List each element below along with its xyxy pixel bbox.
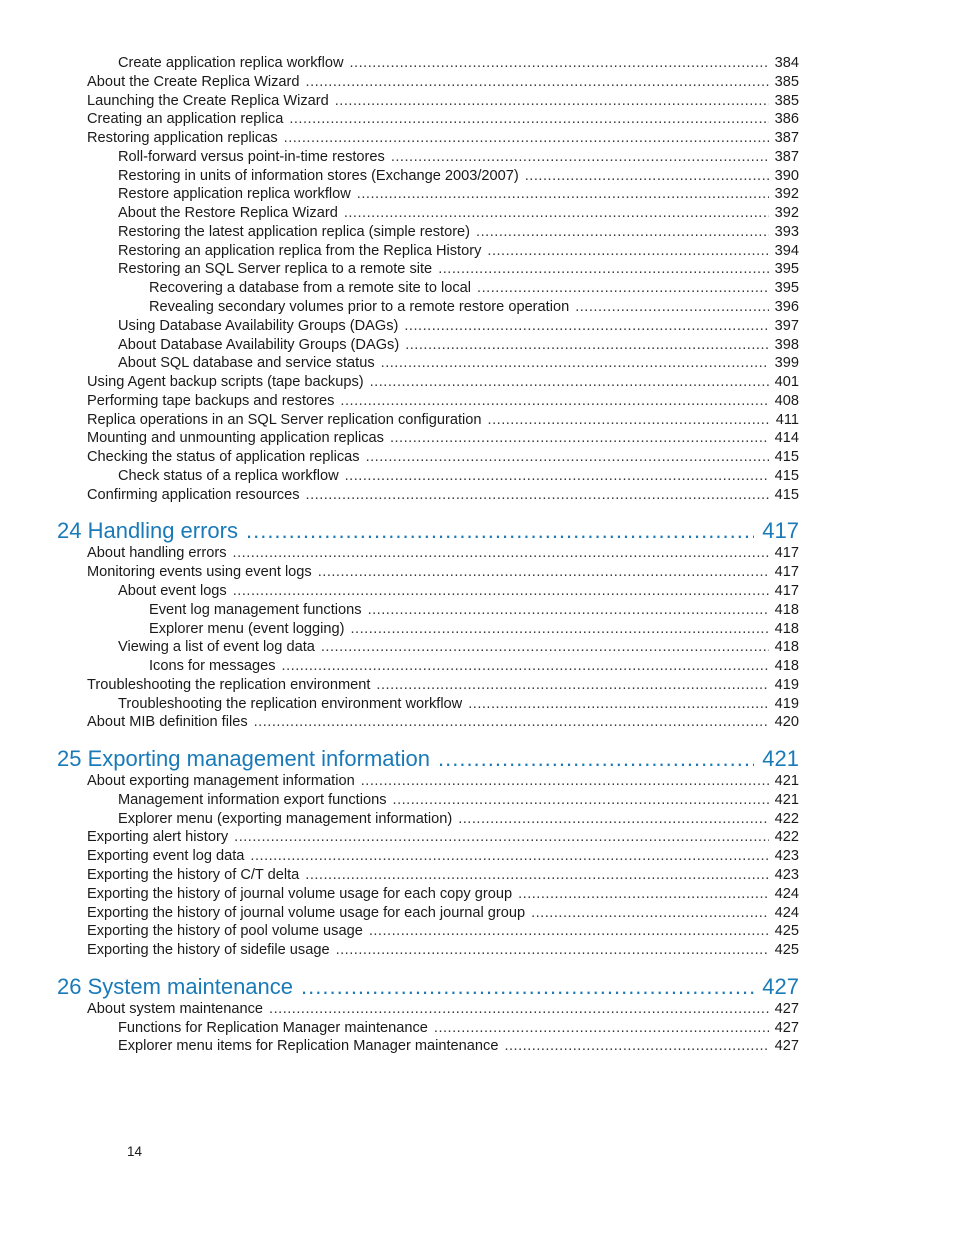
toc-chapter-heading[interactable] bbox=[57, 516, 799, 546]
toc-entry-title: Explorer menu (exporting management information) bbox=[118, 810, 453, 827]
toc-entry[interactable] bbox=[87, 448, 799, 467]
toc-entry[interactable] bbox=[87, 922, 799, 941]
toc-entry-title: 24 Handling errors bbox=[57, 518, 238, 544]
toc-entry[interactable] bbox=[87, 941, 799, 960]
toc-entry-title: Exporting the history of sidefile usage bbox=[87, 942, 330, 959]
dot-leader bbox=[340, 392, 768, 411]
dot-leader bbox=[305, 866, 768, 885]
toc-entry-title: Icons for messages bbox=[149, 658, 276, 675]
toc-entry-title: 26 System maintenance bbox=[57, 973, 294, 999]
toc-entry[interactable] bbox=[87, 904, 799, 923]
toc-page-number: 395 bbox=[774, 261, 799, 278]
toc-entry[interactable] bbox=[87, 392, 799, 411]
toc-entry[interactable] bbox=[118, 336, 799, 355]
dot-leader bbox=[393, 791, 769, 810]
toc-page-number: 384 bbox=[774, 55, 799, 71]
dot-leader bbox=[233, 544, 769, 563]
dot-leader bbox=[487, 242, 768, 261]
toc-entry-title: Create application replica workflow bbox=[118, 55, 344, 71]
toc-entry-title: Troubleshooting the replication environment workflow bbox=[118, 695, 463, 712]
toc-entry[interactable] bbox=[87, 772, 799, 791]
toc-entry-title: Restoring the latest application replica (simple restore) bbox=[118, 223, 471, 240]
toc-page-number: 421 bbox=[774, 791, 799, 808]
toc-page-number: 427 bbox=[774, 1019, 799, 1036]
toc-entry-title: Viewing a list of event log data bbox=[118, 639, 315, 656]
dot-leader bbox=[476, 223, 769, 242]
toc-entry[interactable] bbox=[118, 638, 799, 657]
dot-leader bbox=[391, 148, 769, 167]
dot-leader bbox=[301, 972, 754, 1002]
toc-entry[interactable] bbox=[118, 1019, 799, 1038]
toc-page-number: 423 bbox=[774, 848, 799, 865]
toc-page-number: 424 bbox=[774, 885, 799, 902]
toc-entry[interactable] bbox=[87, 110, 799, 129]
dot-leader bbox=[468, 695, 768, 714]
toc-entry-title: Exporting the history of journal volume usage for each copy group bbox=[87, 885, 513, 902]
dot-leader bbox=[405, 336, 768, 355]
toc-entry-title: Exporting the history of pool volume usage bbox=[87, 923, 363, 940]
toc-entry-title: 25 Exporting management information bbox=[57, 746, 430, 772]
dot-leader bbox=[351, 620, 769, 639]
toc-entry-title: Mounting and unmounting application replicas bbox=[87, 430, 384, 447]
toc-entry-title: Recovering a database from a remote site to local bbox=[149, 280, 472, 297]
toc-entry-title: Monitoring events using event logs bbox=[87, 564, 312, 581]
dot-leader bbox=[434, 1019, 769, 1038]
toc-entry[interactable] bbox=[87, 429, 799, 448]
dot-leader bbox=[246, 516, 754, 546]
toc-entry-title: Check status of a replica workflow bbox=[118, 467, 339, 484]
toc-entry[interactable] bbox=[118, 695, 799, 714]
dot-leader bbox=[575, 298, 768, 317]
toc-entry-title: Troubleshooting the replication environment bbox=[87, 676, 371, 693]
toc-page-number: 387 bbox=[774, 130, 799, 147]
toc-entry-title: Confirming application resources bbox=[87, 486, 300, 503]
dot-leader bbox=[504, 1037, 768, 1056]
dot-leader bbox=[438, 744, 754, 774]
toc-entry[interactable] bbox=[118, 223, 799, 242]
toc-page-number: 393 bbox=[774, 223, 799, 240]
toc-page-number: 417 bbox=[774, 564, 799, 581]
toc-page-number: 418 bbox=[774, 601, 799, 618]
dot-leader bbox=[488, 411, 770, 430]
toc-page-number: 415 bbox=[774, 486, 799, 503]
toc-page-number: 387 bbox=[774, 148, 799, 165]
dot-leader bbox=[361, 772, 769, 791]
toc-entry-title: Event log management functions bbox=[149, 601, 362, 618]
toc-entry[interactable] bbox=[87, 828, 799, 847]
toc-page-number: 421 bbox=[762, 746, 799, 772]
toc-entry-title: About the Restore Replica Wizard bbox=[118, 205, 338, 222]
toc-entry[interactable] bbox=[118, 260, 799, 279]
toc-page-number: 417 bbox=[774, 583, 799, 600]
toc-page-number: 411 bbox=[775, 411, 799, 428]
toc-entry-title: About SQL database and service status bbox=[118, 355, 375, 372]
toc-entry-title: About event logs bbox=[118, 583, 227, 600]
dot-leader bbox=[336, 941, 769, 960]
toc-entry-title: Using Agent backup scripts (tape backups) bbox=[87, 374, 364, 391]
toc-page-number: 419 bbox=[774, 695, 799, 712]
toc-entry-title: Restoring in units of information stores (Exchange 2003/2007) bbox=[118, 167, 519, 184]
toc-page-number: 417 bbox=[774, 545, 799, 562]
toc-page-number: 419 bbox=[774, 676, 799, 693]
page-number: 14 bbox=[127, 1144, 143, 1159]
toc-entry[interactable] bbox=[149, 279, 799, 298]
toc-page-number: 421 bbox=[774, 773, 799, 790]
toc-page-number: 390 bbox=[774, 167, 799, 184]
toc-page-number: 394 bbox=[774, 242, 799, 259]
toc-entry-title: Explorer menu (event logging) bbox=[149, 620, 345, 637]
dot-leader bbox=[344, 204, 769, 223]
toc-entry[interactable] bbox=[149, 620, 799, 639]
dot-leader bbox=[381, 354, 769, 373]
toc-entry[interactable] bbox=[87, 563, 799, 582]
dot-leader bbox=[370, 373, 769, 392]
toc-entry[interactable] bbox=[118, 810, 799, 829]
toc-page-number: 427 bbox=[762, 973, 799, 999]
toc-page-number: 418 bbox=[774, 639, 799, 656]
dot-leader bbox=[269, 1000, 769, 1019]
dot-leader bbox=[306, 73, 769, 92]
dot-leader bbox=[390, 429, 769, 448]
toc-entry[interactable] bbox=[118, 582, 799, 601]
toc-entry[interactable] bbox=[87, 486, 799, 505]
dot-leader bbox=[318, 563, 769, 582]
dot-leader bbox=[404, 317, 768, 336]
toc-entry[interactable] bbox=[149, 601, 799, 620]
toc-chapter-heading[interactable] bbox=[57, 972, 799, 1002]
toc-page-number: 392 bbox=[774, 186, 799, 203]
toc-entry[interactable] bbox=[87, 847, 799, 866]
toc-entry-title: Explorer menu items for Replication Manager maintenance bbox=[118, 1038, 499, 1055]
toc-entry-title: Creating an application replica bbox=[87, 111, 284, 128]
toc-page-number: 425 bbox=[774, 942, 799, 959]
dot-leader bbox=[321, 638, 769, 657]
toc-entry-title: Exporting alert history bbox=[87, 829, 229, 846]
toc-page-number: 414 bbox=[774, 430, 799, 447]
toc-entry[interactable] bbox=[87, 676, 799, 695]
toc-page-number: 408 bbox=[774, 392, 799, 409]
toc-entry-title: About system maintenance bbox=[87, 1000, 264, 1017]
toc-page-number: 396 bbox=[774, 299, 799, 315]
dot-leader bbox=[306, 486, 769, 505]
toc-entry-title: Management information export functions bbox=[118, 791, 387, 808]
dot-leader bbox=[531, 904, 769, 923]
toc-page-number: 418 bbox=[774, 620, 799, 637]
dot-leader bbox=[369, 922, 769, 941]
dot-leader bbox=[518, 885, 769, 904]
toc-entry[interactable] bbox=[149, 657, 799, 676]
toc-entry[interactable] bbox=[118, 204, 799, 223]
toc-page-number: 398 bbox=[774, 336, 799, 353]
toc-entry-title: Restoring an SQL Server replica to a remote site bbox=[118, 261, 433, 278]
toc-entry-title: Functions for Replication Manager maintenance bbox=[118, 1019, 428, 1036]
dot-leader bbox=[477, 279, 769, 298]
toc-page-number: 395 bbox=[774, 280, 799, 297]
toc-entry[interactable] bbox=[87, 866, 799, 885]
dot-leader bbox=[368, 601, 769, 620]
dot-leader bbox=[366, 448, 769, 467]
toc-entry[interactable] bbox=[118, 185, 799, 204]
toc-entry-title: Restoring application replicas bbox=[87, 130, 278, 147]
toc-entry-title: Checking the status of application replicas bbox=[87, 449, 360, 466]
toc-chapter-heading[interactable] bbox=[57, 744, 799, 774]
toc-entry-title: About Database Availability Groups (DAGs) bbox=[118, 336, 400, 353]
toc-entry[interactable] bbox=[87, 544, 799, 563]
toc-entry-title: Performing tape backups and restores bbox=[87, 392, 335, 409]
toc-entry-title: Revealing secondary volumes prior to a remote restore operation bbox=[149, 299, 570, 315]
toc-entry[interactable] bbox=[118, 54, 799, 73]
toc-page-number: 385 bbox=[774, 73, 799, 90]
toc-page-number: 392 bbox=[774, 205, 799, 222]
toc-entry-title: Exporting the history of journal volume usage for each journal group bbox=[87, 904, 526, 921]
toc-entry[interactable] bbox=[118, 167, 799, 186]
dot-leader bbox=[345, 467, 769, 486]
toc-page-number: 386 bbox=[774, 111, 799, 128]
toc-page-number: 420 bbox=[774, 714, 799, 731]
dot-leader bbox=[438, 260, 768, 279]
toc-entry[interactable] bbox=[87, 411, 799, 430]
toc-page-number: 399 bbox=[774, 355, 799, 372]
toc-entry-title: About handling errors bbox=[87, 545, 227, 562]
toc-page-number: 397 bbox=[774, 317, 799, 334]
toc-page-number: 427 bbox=[774, 1038, 799, 1055]
toc-entry[interactable] bbox=[118, 467, 799, 486]
toc-entry[interactable] bbox=[118, 242, 799, 261]
toc-entry[interactable] bbox=[118, 148, 799, 167]
dot-leader bbox=[357, 185, 769, 204]
toc-entry[interactable] bbox=[149, 298, 799, 317]
toc-entry[interactable] bbox=[87, 713, 799, 732]
dot-leader bbox=[282, 657, 769, 676]
toc-entry-title: Roll-forward versus point-in-time restores bbox=[118, 148, 385, 165]
toc-entry[interactable] bbox=[118, 317, 799, 336]
toc-entry-title: Restoring an application replica from the Replica History bbox=[118, 242, 482, 259]
toc-page-number: 422 bbox=[774, 829, 799, 846]
toc-entry[interactable] bbox=[118, 791, 799, 810]
toc-page-number: 415 bbox=[774, 467, 799, 484]
dot-leader bbox=[350, 54, 769, 73]
toc-entry-title: Using Database Availability Groups (DAGs) bbox=[118, 317, 399, 334]
toc-page-number: 427 bbox=[774, 1000, 799, 1017]
toc-page-number: 385 bbox=[774, 92, 799, 109]
toc-entry[interactable] bbox=[87, 92, 799, 111]
toc-entry-title: Exporting event log data bbox=[87, 848, 245, 865]
toc-entry-title: Exporting the history of C/T delta bbox=[87, 867, 300, 884]
toc-entry-title: About MIB definition files bbox=[87, 714, 248, 731]
toc-entry-title: About the Create Replica Wizard bbox=[87, 73, 300, 90]
toc-entry[interactable] bbox=[87, 885, 799, 904]
dot-leader bbox=[458, 810, 768, 829]
toc-entry[interactable] bbox=[87, 129, 799, 148]
toc-entry[interactable] bbox=[87, 73, 799, 92]
toc-entry[interactable] bbox=[87, 1000, 799, 1019]
dot-leader bbox=[233, 582, 769, 601]
toc-entry-title: Restore application replica workflow bbox=[118, 186, 351, 203]
toc-entry[interactable] bbox=[118, 354, 799, 373]
dot-leader bbox=[376, 676, 768, 695]
dot-leader bbox=[250, 847, 768, 866]
toc-entry[interactable] bbox=[118, 1037, 799, 1056]
toc-page-number: 418 bbox=[774, 658, 799, 675]
toc-entry[interactable] bbox=[87, 373, 799, 392]
dot-leader bbox=[254, 713, 769, 732]
toc-page-number: 422 bbox=[774, 810, 799, 827]
toc-entry-title: Launching the Create Replica Wizard bbox=[87, 92, 329, 109]
dot-leader bbox=[234, 828, 769, 847]
dot-leader bbox=[284, 129, 769, 148]
toc-page-number: 401 bbox=[774, 374, 799, 391]
toc-page-number: 417 bbox=[762, 518, 799, 544]
toc-page-number: 423 bbox=[774, 867, 799, 884]
dot-leader bbox=[525, 167, 769, 186]
dot-leader bbox=[289, 110, 768, 129]
toc-entry-title: Replica operations in an SQL Server replication configuration bbox=[87, 411, 482, 428]
toc-page-number: 424 bbox=[774, 904, 799, 921]
dot-leader bbox=[335, 92, 769, 111]
toc-entry-title: About exporting management information bbox=[87, 773, 355, 790]
toc-page-number: 425 bbox=[774, 923, 799, 940]
toc-page-number: 415 bbox=[774, 449, 799, 466]
